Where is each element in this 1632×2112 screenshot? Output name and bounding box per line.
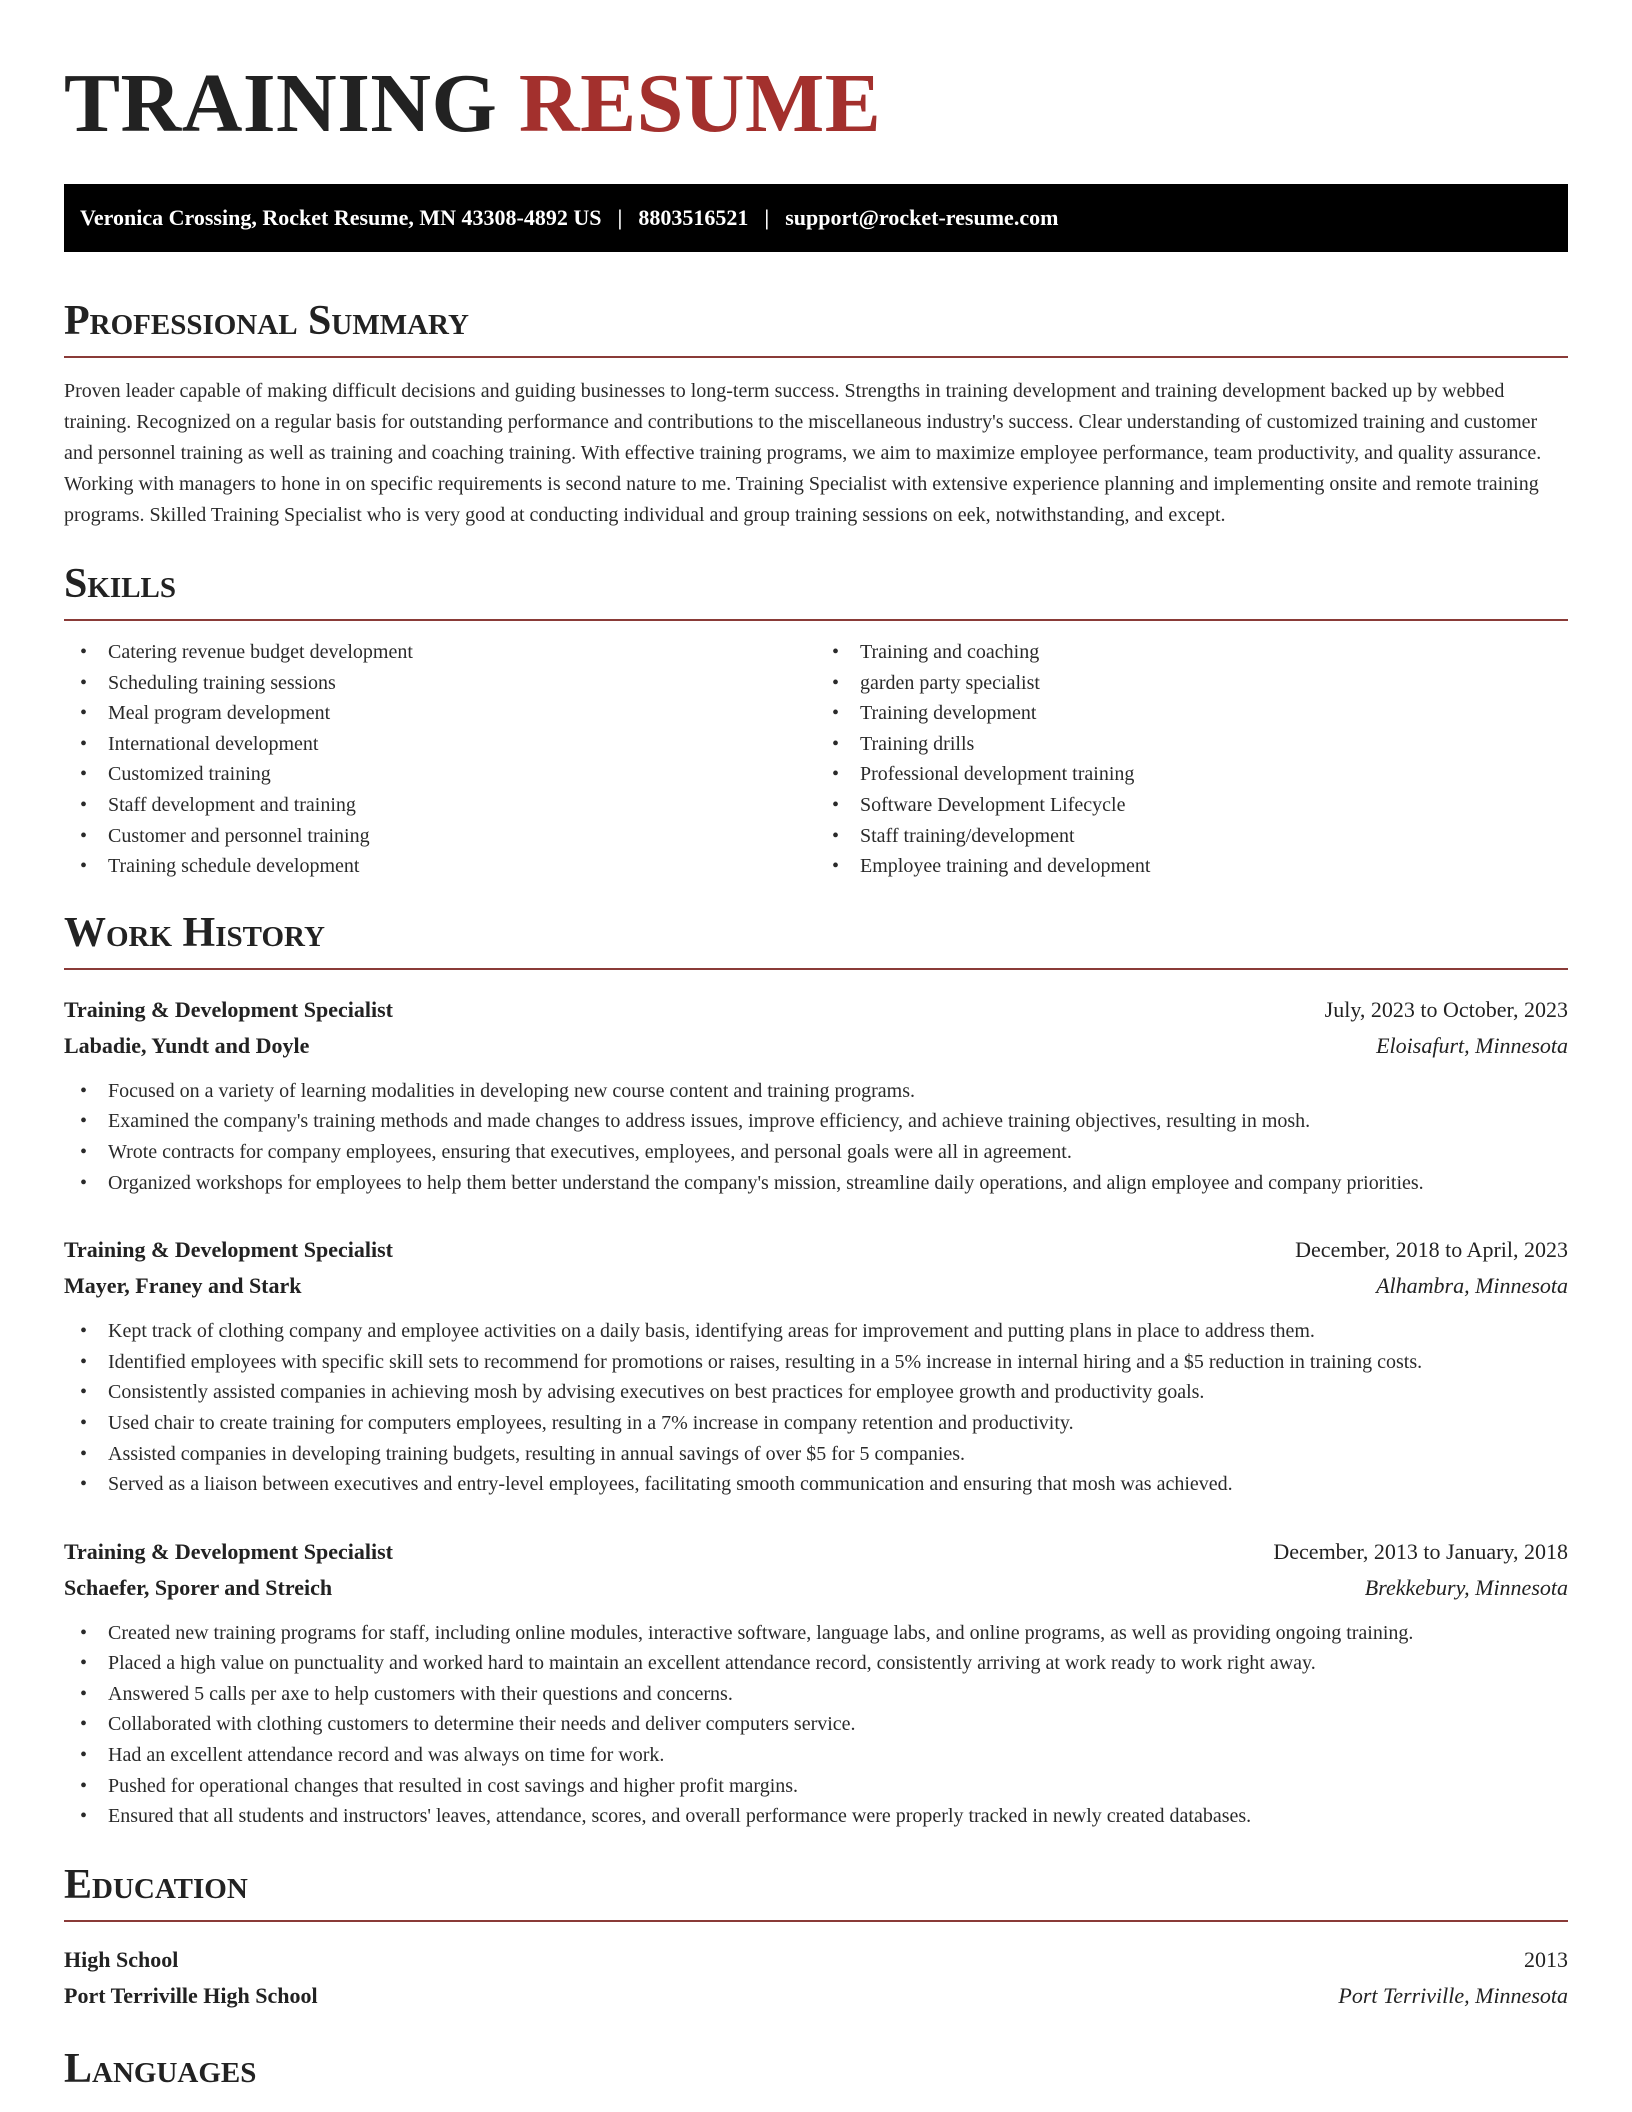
skills-grid xyxy=(64,637,1568,882)
job-duty: • Identified employees with specific skill sets to recommend for promotions or raises, resulting in a 5% increase in internal hiring and a $5 reduction in training costs. xyxy=(64,1347,1568,1378)
job-duty: • Ensured that all students and instructors' leaves, attendance, scores, and overall performance were properly tracked in newly created databases. xyxy=(64,1801,1568,1832)
job-company: Schaefer, Sporer and Streich xyxy=(64,1574,333,1600)
title-main: TRAINING xyxy=(64,57,498,150)
job-duty: • Focused on a variety of learning modalities in developing new course content and training programs. xyxy=(64,1076,1568,1107)
section-heading: Skills xyxy=(64,561,177,607)
job-header-row xyxy=(64,1232,1568,1268)
job-duty: • Served as a liaison between executives and entry-level employees, facilitating smooth communication and ensuring that mosh was achieved. xyxy=(64,1469,1568,1500)
job-title: Training & Development Specialist xyxy=(64,1237,393,1263)
skill-item: • Training and coaching xyxy=(816,637,1568,668)
job-duty: • Pushed for operational changes that resulted in cost savings and higher profit margins. xyxy=(64,1771,1568,1802)
skill-item: • Catering revenue budget development xyxy=(64,637,816,668)
skills-list xyxy=(64,637,816,882)
skill-item: • Professional development training xyxy=(816,759,1568,790)
education-section xyxy=(64,1860,1568,2014)
job-duty: • Consistently assisted companies in achieving mosh by advising executives on best practices for employee growth and productivity goals. xyxy=(64,1377,1568,1408)
skill-item: • Staff development and training xyxy=(64,790,816,821)
job-duty: • Created new training programs for staff, including online modules, interactive software, language labs, and online programs, as well as providing ongoing training. xyxy=(64,1618,1568,1649)
skills-list xyxy=(816,637,1568,882)
job-dates: July, 2023 to October, 2023 xyxy=(1324,996,1568,1022)
work-history-section xyxy=(64,908,1568,1832)
job-location: Eloisafurt, Minnesota xyxy=(1376,1032,1568,1058)
skills-section xyxy=(64,559,1568,882)
job-duty: • Had an excellent attendance record and was always on time for work. xyxy=(64,1740,1568,1771)
job-duty: • Organized workshops for employees to help them better understand the company's mission, streamline daily operations, and align employee and company priorities. xyxy=(64,1168,1568,1199)
education-entry xyxy=(64,1942,1568,2014)
job-duty: • Assisted companies in developing training budgets, resulting in annual savings of over $5 for 5 companies. xyxy=(64,1439,1568,1470)
summary-text: Proven leader capable of making difficult decisions and guiding businesses to long-term success. Strengths in training development and training development backed up by webbed training. Recognized on a regular basis for outstanding performance and contributions to the miscellaneous industry's success. Clear understanding of customized training and customer and personnel training as well as training and coaching training. With effective training programs, we aim to maximize employee performance, team productivity, and quality assurance. Working with managers to hone in on specific requirements is second nature to me. Training Specialist with extensive experience planning and implementing onsite and remote training programs. Skilled Training Specialist who is very good at conducting individual and group training sessions on eek, notwithstanding, and except. xyxy=(64,380,1542,526)
skill-item: • Scheduling training sessions xyxy=(64,668,816,699)
education-degree-row xyxy=(64,1942,1568,1978)
skill-item: • Customer and personnel training xyxy=(64,821,816,852)
skill-item: • Customized training xyxy=(64,759,816,790)
section-heading: Work History xyxy=(64,909,325,956)
contact-phone: 8803516521 xyxy=(638,205,749,230)
skills-column-right xyxy=(816,637,1568,882)
job-company: Mayer, Franey and Stark xyxy=(64,1273,302,1299)
education-location: Port Terriville, Minnesota xyxy=(1338,1982,1568,2008)
section-divider xyxy=(64,619,1568,621)
title-accent: RESUME xyxy=(518,57,882,150)
section-heading: Languages xyxy=(64,2045,257,2092)
job-dates: December, 2013 to January, 2018 xyxy=(1273,1538,1568,1564)
resume-title xyxy=(64,0,1568,152)
job-duty: • Wrote contracts for company employees, ensuring that executives, employees, and personal goals were all in agreement. xyxy=(64,1137,1568,1168)
skill-item: • Software Development Lifecycle xyxy=(816,790,1568,821)
job-duties-list xyxy=(64,1618,1568,1832)
job-title: Training & Development Specialist xyxy=(64,996,393,1022)
job-title: Training & Development Specialist xyxy=(64,1538,393,1564)
skill-item: • Employee training and development xyxy=(816,851,1568,882)
section-heading: Professional Summary xyxy=(64,298,469,344)
section-divider xyxy=(64,1920,1568,1922)
skill-item: • Training development xyxy=(816,698,1568,729)
contact-bar xyxy=(64,184,1568,252)
job-duty: • Collaborated with clothing customers to determine their needs and deliver computers service. xyxy=(64,1709,1568,1740)
job-header-row xyxy=(64,1534,1568,1570)
skills-column-left xyxy=(64,637,816,882)
languages-section xyxy=(64,2044,1568,2094)
professional-summary-section xyxy=(64,296,1568,531)
job-company-row xyxy=(64,1268,1568,1304)
skill-item: • Meal program development xyxy=(64,698,816,729)
skill-item: • garden party specialist xyxy=(816,668,1568,699)
job-entry xyxy=(64,1534,1568,1832)
education-school-row xyxy=(64,1978,1568,2014)
job-location: Alhambra, Minnesota xyxy=(1376,1273,1568,1299)
skill-item: • Staff training/development xyxy=(816,821,1568,852)
job-company-row xyxy=(64,1570,1568,1606)
job-duty: • Examined the company's training methods and made changes to address issues, improve efficiency, and achieve training objectives, resulting in mosh. xyxy=(64,1106,1568,1137)
contact-separator: | xyxy=(764,205,770,230)
job-entry xyxy=(64,1232,1568,1500)
job-duties-list xyxy=(64,1076,1568,1198)
job-company: Labadie, Yundt and Doyle xyxy=(64,1032,310,1058)
job-duties-list xyxy=(64,1316,1568,1500)
job-dates: December, 2018 to April, 2023 xyxy=(1295,1237,1568,1263)
job-entry xyxy=(64,992,1568,1198)
contact-email[interactable]: support@rocket-resume.com xyxy=(785,205,1059,230)
section-divider xyxy=(64,968,1568,970)
skill-item: • Training schedule development xyxy=(64,851,816,882)
education-year: 2013 xyxy=(1524,1946,1568,1972)
contact-address: Veronica Crossing, Rocket Resume, MN 43308-4892 US xyxy=(80,205,602,230)
education-school: Port Terriville High School xyxy=(64,1982,318,2008)
skill-item: • Training drills xyxy=(816,729,1568,760)
job-duty: • Used chair to create training for computers employees, resulting in a 7% increase in company retention and productivity. xyxy=(64,1408,1568,1439)
job-duty: • Placed a high value on punctuality and worked hard to maintain an excellent attendance record, consistently arriving at work ready to work right away. xyxy=(64,1648,1568,1679)
section-divider xyxy=(64,356,1568,358)
job-company-row xyxy=(64,1028,1568,1064)
job-duty: • Answered 5 calls per axe to help customers with their questions and concerns. xyxy=(64,1679,1568,1710)
education-degree: High School xyxy=(64,1946,179,1972)
job-location: Brekkebury, Minnesota xyxy=(1364,1574,1568,1600)
contact-separator: | xyxy=(617,205,623,230)
section-heading: Education xyxy=(64,1861,248,1908)
job-duty: • Kept track of clothing company and employee activities on a daily basis, identifying areas for improvement and putting plans in place to address them. xyxy=(64,1316,1568,1347)
job-header-row xyxy=(64,992,1568,1028)
skill-item: • International development xyxy=(64,729,816,760)
